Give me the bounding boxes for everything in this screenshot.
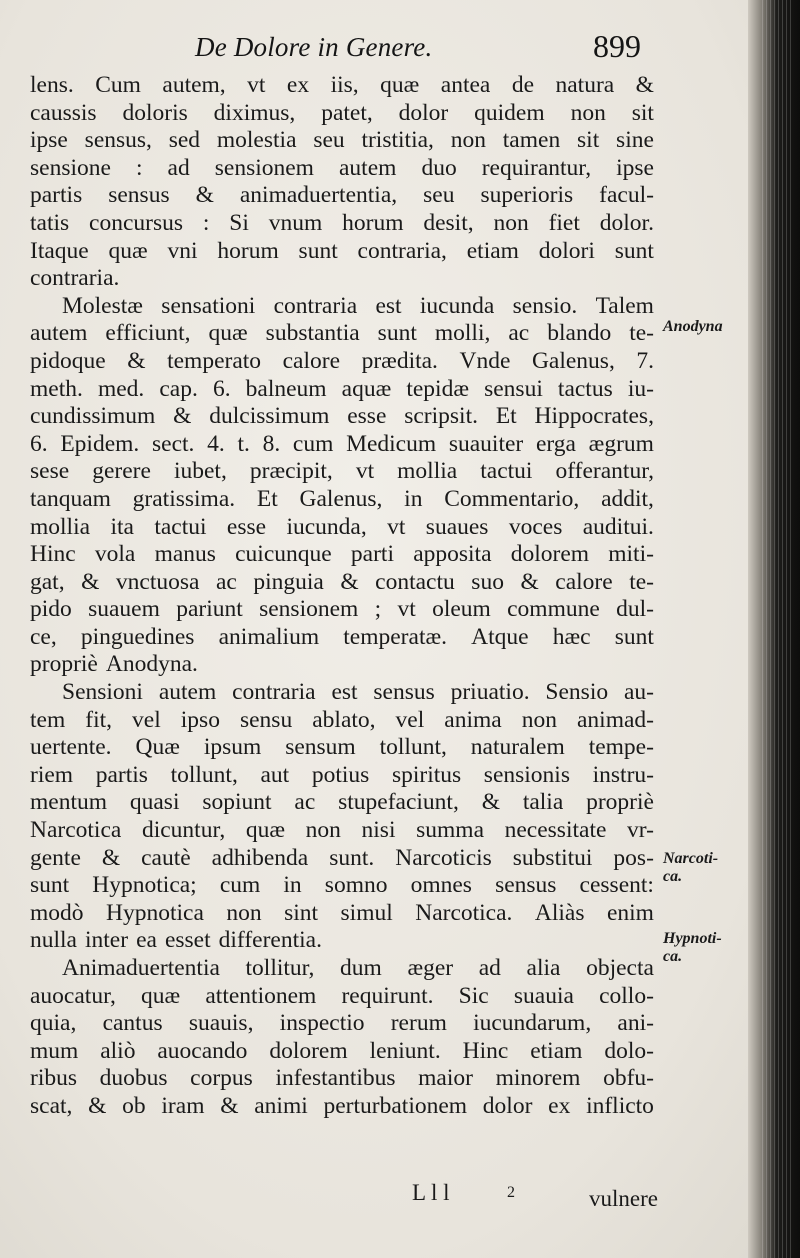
paragraph xyxy=(30,679,654,955)
catchword: vulnere xyxy=(589,1186,658,1211)
page-number: 899 xyxy=(593,28,641,64)
margin-note-hypnotica-line1: Hypnoti- xyxy=(663,930,722,947)
margin-note-narcotica xyxy=(663,850,718,886)
signature-number: 2 xyxy=(507,1184,515,1201)
text-line: scat, & ob iram & animi perturbationem dolor ex inflicto xyxy=(30,1092,654,1119)
text-line: modò Hypnotica non sint simul Narcotica. Aliàs enim xyxy=(30,899,654,926)
text-line: tatis concursus : Si vnum horum desit, non fiet dolor. xyxy=(30,209,654,236)
text-line: sunt Hypnotica; cum in somno omnes sensus cessent: xyxy=(30,872,654,899)
margin-note-narcotica-line2: ca. xyxy=(663,868,683,885)
text-line: ce, pinguedines animalium temperatæ. Atque hæc sunt xyxy=(30,623,654,650)
signature-mark: L l l xyxy=(412,1180,450,1205)
text-line: Animaduertentia tollitur, dum æger ad alia objecta xyxy=(62,955,654,981)
text-line: mum aliò auocando dolorem leniunt. Hinc etiam dolo- xyxy=(30,1037,654,1064)
margin-note-hypnotica xyxy=(663,930,722,966)
text-line: partis sensus & animaduertentia, seu superioris facul- xyxy=(30,182,654,209)
text-line: ipse sensus, sed molestia seu tristitia, non tamen sit sine xyxy=(30,127,654,154)
text-line: ribus duobus corpus infestantibus maior minorem obfu- xyxy=(30,1065,654,1092)
text-line: sensione : ad sensionem autem duo requirantur, ipse xyxy=(30,154,654,181)
paragraph xyxy=(30,293,654,679)
margin-note-anodyna: Anodyna xyxy=(663,318,723,335)
margin-note-narcotica-line1: Narcoti- xyxy=(663,850,719,867)
text-line: tem fit, vel ipso sensu ablato, vel anima non animad- xyxy=(30,706,654,733)
text-line: Molestæ sensationi contraria est iucunda sensio. Talem xyxy=(62,292,654,319)
margin-note-hypnotica-line2: ca. xyxy=(663,948,683,965)
text-line: sese gerere iubet, præcipit, vt mollia tactui offerantur, xyxy=(30,458,654,485)
body-text xyxy=(30,72,654,1121)
text-line: caussis doloris diximus, patet, dolor quidem non sit xyxy=(30,99,654,126)
text-line: tanquam gratissima. Et Galenus, in Commentario, addit, xyxy=(30,485,654,512)
text-line: meth. med. cap. 6. balneum aquæ tepidæ sensui tactus iu- xyxy=(30,375,654,402)
text-line: mollia ita tactui esse iucunda, vt suaues voces auditui. xyxy=(30,513,654,540)
text-line: riem partis tollunt, aut potius spiritus sensionis instru- xyxy=(30,761,654,788)
paragraph xyxy=(30,955,654,1121)
text-line: pido suauem pariunt sensionem ; vt oleum commune dul- xyxy=(30,596,654,623)
page-header xyxy=(20,28,660,72)
text-line: Itaque quæ vni horum sunt contraria, etiam dolori sunt xyxy=(30,237,654,264)
text-line: cundissimum & dulcissimum esse scripsit. Et Hippocrates, xyxy=(30,403,654,430)
text-line: propriè Anodyna. xyxy=(30,651,198,678)
text-line: pidoque & temperato calore prædita. Vnde Galenus, 7. xyxy=(30,347,654,374)
text-line: autem efficiunt, quæ substantia sunt molli, ac blando te- xyxy=(30,320,654,347)
text-line: mentum quasi sopiunt ac stupefaciunt, & talia propriè xyxy=(30,789,654,816)
page-edges xyxy=(762,0,792,1258)
text-line: gat, & vnctuosa ac pinguia & contactu suo & calore te- xyxy=(30,568,654,595)
text-line: contraria. xyxy=(30,265,120,292)
text-line: 6. Epidem. sect. 4. t. 8. cum Medicum suauiter erga ægrum xyxy=(30,430,654,457)
running-title: De Dolore in Genere. xyxy=(195,32,433,62)
paragraph xyxy=(30,72,654,293)
text-line: quia, cantus suauis, inspectio rerum iucundarum, ani- xyxy=(30,1010,654,1037)
text-line: Hinc vola manus cuicunque parti apposita dolorem miti- xyxy=(30,541,654,568)
text-line: lens. Cum autem, vt ex iis, quæ antea de natura & xyxy=(30,72,654,98)
text-line: Sensioni autem contraria est sensus priuatio. Sensio au- xyxy=(62,679,654,706)
page-footer xyxy=(30,1178,658,1212)
text-line: nulla inter ea esset differentia. xyxy=(30,927,322,954)
text-line: gente & cautè adhibenda sunt. Narcoticis substitui pos- xyxy=(30,844,654,871)
text-line: Narcotica dicuntur, quæ non nisi summa necessitate vr- xyxy=(30,817,654,844)
text-line: auocatur, quæ attentionem requirunt. Sic suauia collo- xyxy=(30,982,654,1009)
text-line: uertente. Quæ ipsum sensum tollunt, naturalem tempe- xyxy=(30,734,654,761)
